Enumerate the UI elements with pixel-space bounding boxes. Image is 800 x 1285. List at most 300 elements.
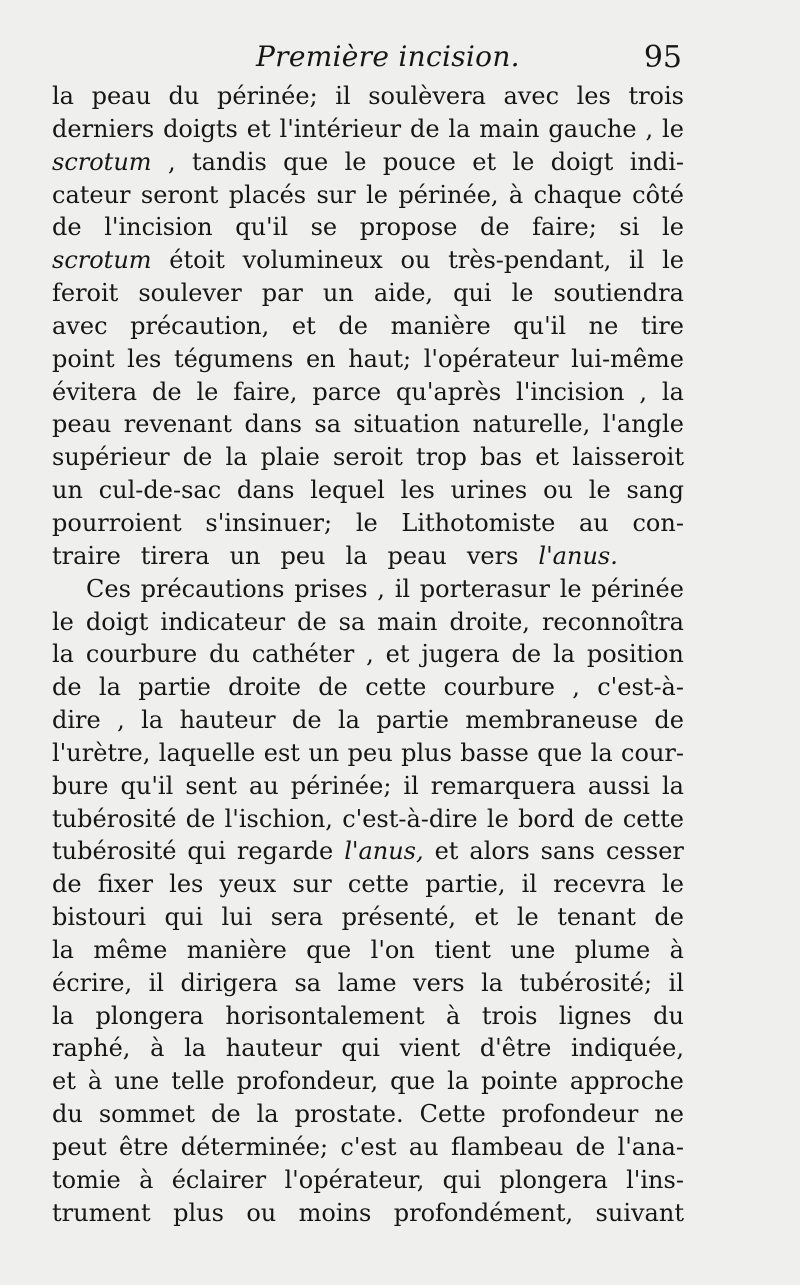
word: position	[586, 640, 684, 669]
word: périnée	[591, 574, 684, 603]
word: tirera	[140, 541, 210, 570]
word: d'être	[479, 1034, 552, 1063]
word: tubérosité	[52, 837, 177, 866]
word: seroit	[333, 443, 403, 472]
word: jugera	[421, 640, 500, 669]
text-line	[52, 967, 684, 1000]
word: l'on	[370, 935, 415, 964]
word: si	[619, 213, 640, 242]
word: de	[654, 706, 684, 735]
word: sera	[270, 903, 324, 932]
word: périnée;	[290, 771, 392, 800]
word: faire;	[532, 213, 597, 242]
word: lui-même	[571, 344, 684, 373]
word: la	[552, 640, 575, 669]
word: plume	[574, 935, 651, 964]
word: tenant	[557, 903, 636, 932]
word: du	[209, 640, 240, 669]
word: le	[52, 607, 74, 636]
text-line	[52, 770, 684, 803]
word: approche	[569, 1067, 684, 1096]
text-line	[52, 408, 684, 441]
word: périnée;	[216, 82, 318, 110]
word: bure	[52, 771, 109, 800]
word: un	[308, 738, 340, 767]
word: avec	[52, 311, 108, 340]
word: ,	[639, 377, 648, 406]
word: le	[196, 377, 219, 406]
word: et	[535, 443, 560, 472]
word: cette	[622, 804, 684, 833]
page-number: 95	[643, 40, 682, 75]
word: dans	[244, 410, 302, 439]
word: courbure	[85, 640, 198, 669]
word: main	[479, 114, 540, 143]
word: profondément,	[393, 1198, 574, 1227]
text-line	[52, 310, 684, 343]
text-line	[52, 1164, 684, 1197]
word: c'est-à-	[597, 673, 684, 702]
word: remarquera	[430, 771, 576, 800]
word: con-	[632, 508, 684, 537]
word: la	[184, 1034, 207, 1063]
word: et	[246, 114, 271, 143]
word: l'intérieur	[279, 114, 402, 143]
word: indi-	[629, 147, 684, 176]
word: supérieur	[52, 443, 170, 472]
word: il	[521, 870, 538, 899]
word: cul-de-sac	[98, 476, 222, 505]
text-line	[52, 179, 684, 212]
word: porterasur	[419, 574, 550, 603]
word: à	[150, 1034, 165, 1063]
text-line	[52, 277, 684, 310]
word: plaie	[260, 443, 320, 472]
word: urines	[450, 476, 528, 505]
word: moins	[298, 1198, 372, 1227]
word: cette	[347, 870, 410, 899]
word: l'ins-	[626, 1165, 684, 1194]
word: la	[256, 1100, 279, 1129]
word: doigt	[550, 147, 614, 176]
word: plongera	[499, 1165, 608, 1194]
word: prises	[294, 574, 368, 603]
word: cesser	[605, 837, 684, 866]
word: évitera	[52, 377, 138, 406]
word: par	[261, 279, 303, 308]
word: que	[306, 935, 352, 964]
word: ,	[117, 706, 125, 735]
word: partie	[138, 673, 211, 702]
word: de	[654, 903, 684, 932]
word: le	[516, 903, 539, 932]
word: la	[98, 673, 121, 702]
word: du	[52, 1100, 83, 1129]
word: l'opérateur,	[284, 1165, 425, 1194]
word: plongera	[95, 1001, 204, 1030]
word: tandis	[192, 147, 267, 176]
word: bord	[518, 804, 575, 833]
word: basse	[460, 738, 529, 767]
word: lignes	[558, 1001, 632, 1030]
word: les	[127, 344, 162, 373]
text-line	[52, 737, 684, 770]
word: très-pendant,	[448, 246, 612, 275]
word: laquelle	[158, 738, 256, 767]
word: c'est	[340, 1133, 397, 1161]
word: doigts	[163, 114, 238, 143]
word: dirigera	[180, 968, 278, 997]
word: tient	[434, 935, 491, 964]
text-line	[52, 211, 684, 244]
word: lame	[337, 968, 397, 997]
word: pourroient	[52, 508, 182, 537]
word: volumineux	[242, 246, 383, 275]
word: la	[225, 443, 248, 472]
word: gauche	[548, 114, 637, 143]
word: de	[52, 673, 82, 702]
word: regarde	[236, 837, 334, 866]
word: qu'il	[235, 213, 288, 242]
word: courbure	[443, 673, 555, 702]
word: qui	[164, 903, 204, 932]
word: se	[310, 213, 338, 242]
word: telle	[171, 1067, 225, 1096]
word: au	[248, 771, 279, 800]
word: laisseroit	[572, 443, 684, 472]
word: un	[229, 541, 261, 570]
word: avec	[503, 82, 560, 110]
word: les	[400, 476, 435, 505]
word: de	[211, 1100, 241, 1129]
text-line	[52, 1098, 684, 1131]
word: de	[338, 311, 368, 340]
word: hauteur	[225, 1034, 322, 1063]
word: peut	[52, 1133, 107, 1161]
text-line	[52, 244, 684, 277]
word: trois	[628, 82, 684, 110]
word: flambeau	[450, 1133, 564, 1161]
word: au	[579, 508, 609, 537]
text-line	[52, 606, 684, 639]
word: ne	[588, 311, 619, 340]
word: il	[629, 246, 645, 275]
word: manière	[186, 935, 287, 964]
word: sans	[540, 837, 595, 866]
text-line	[52, 1065, 684, 1098]
word: tubérosité;	[519, 968, 653, 997]
text-line	[52, 343, 684, 376]
word: la	[661, 771, 684, 800]
word: le	[662, 870, 684, 899]
word: hauteur	[179, 706, 276, 735]
word: plus	[401, 738, 452, 767]
word: profondeur	[501, 1100, 639, 1129]
word: dire	[52, 706, 101, 735]
text-line	[52, 146, 684, 179]
word: à	[139, 1165, 154, 1194]
word: de	[511, 640, 542, 669]
word: de	[291, 706, 322, 735]
word: de	[575, 1133, 606, 1161]
text-line	[52, 868, 684, 901]
word: de	[52, 870, 82, 899]
word: la	[481, 968, 504, 997]
word: de	[52, 213, 82, 242]
word: le	[588, 476, 611, 505]
word: bas	[480, 443, 523, 472]
word: parce	[312, 377, 382, 406]
word: et	[52, 1067, 76, 1096]
word: propose	[359, 213, 458, 242]
word: aide,	[373, 279, 434, 308]
word: de	[297, 607, 327, 636]
word: main	[377, 607, 438, 636]
text-line	[52, 671, 684, 704]
word: sur	[316, 180, 356, 209]
word: tégumens	[173, 344, 294, 373]
word: de	[182, 443, 213, 472]
word: membraneuse	[465, 706, 638, 735]
word: traire	[52, 541, 121, 570]
word: derniers	[52, 114, 155, 143]
word: est	[263, 738, 300, 767]
word: cateur	[52, 180, 131, 209]
word: au	[408, 1133, 439, 1161]
word: à	[87, 1067, 103, 1096]
word: dans	[236, 476, 295, 505]
word: indicateur	[160, 607, 286, 636]
word: le	[486, 804, 509, 833]
word: soulever	[138, 279, 242, 308]
word: la	[52, 935, 74, 964]
word: peu	[280, 541, 326, 570]
word: peau	[91, 82, 151, 110]
word: le	[662, 246, 684, 275]
word: et	[434, 837, 459, 866]
word: l'urètre,	[52, 738, 151, 767]
text-line	[52, 113, 684, 146]
word: qu'après	[396, 377, 502, 406]
word: partie	[376, 706, 450, 735]
word: le	[662, 213, 684, 242]
word: la	[448, 114, 471, 143]
word: le	[355, 508, 378, 537]
text-line	[52, 1032, 684, 1065]
word: présenté,	[341, 903, 457, 932]
word: en	[305, 344, 336, 373]
word: droite,	[449, 607, 530, 636]
text-line	[52, 803, 684, 836]
word: l'incision	[516, 377, 625, 406]
word: et	[474, 903, 499, 932]
word: déterminée;	[180, 1133, 329, 1161]
word: soutiendra	[553, 279, 684, 308]
text-line	[52, 507, 684, 540]
word: tire	[640, 311, 684, 340]
word: précautions	[140, 574, 285, 603]
word: il	[148, 968, 164, 997]
word: yeux	[219, 870, 277, 899]
text-line	[52, 835, 684, 868]
word: la	[52, 1001, 74, 1030]
word: la	[52, 82, 74, 110]
word: il	[668, 968, 684, 997]
word: ,	[572, 673, 580, 702]
word: l'anus,	[344, 837, 424, 866]
word: trop	[415, 443, 467, 472]
word: ou	[246, 1198, 277, 1227]
word: l'anus.	[538, 541, 618, 570]
word: de	[185, 804, 216, 833]
text-line	[52, 474, 684, 507]
word: prostate.	[294, 1100, 404, 1129]
word: s'insinuer;	[205, 508, 333, 537]
word: horisontalement	[225, 1001, 425, 1030]
word: vers	[413, 968, 465, 997]
text-line	[52, 934, 684, 967]
word: le	[366, 180, 388, 209]
word: être	[118, 1133, 169, 1161]
word: peau	[52, 410, 112, 439]
text-line	[52, 901, 684, 934]
text-line	[52, 1197, 684, 1230]
word: l'opérateur	[423, 344, 559, 373]
word: sur	[292, 870, 332, 899]
body-text	[52, 80, 684, 1230]
word: qu'il	[513, 311, 567, 340]
word: la	[141, 706, 164, 735]
word: étoit	[169, 246, 225, 275]
text-line	[52, 573, 684, 606]
word: ,	[167, 147, 176, 176]
word: et	[291, 311, 316, 340]
word: que	[390, 1067, 436, 1096]
word: l'ischion,	[224, 804, 333, 833]
word: tomie	[52, 1165, 121, 1194]
word: une	[114, 1067, 160, 1096]
word: c'est-à-dire	[342, 804, 478, 833]
text-line	[52, 80, 684, 113]
word: qu'il	[120, 771, 174, 800]
word: haut;	[348, 344, 412, 373]
word: doigt	[85, 607, 149, 636]
word: sang	[626, 476, 684, 505]
word: à	[669, 935, 684, 964]
word: que	[283, 147, 329, 176]
word: raphé,	[52, 1034, 131, 1063]
word: vient	[399, 1034, 461, 1063]
word: feroit	[52, 279, 119, 308]
word: et	[472, 147, 497, 176]
word: les	[576, 82, 611, 110]
word: profondeur,	[236, 1067, 379, 1096]
word: un	[322, 279, 354, 308]
word: que	[537, 738, 583, 767]
word: de	[409, 114, 440, 143]
word: il	[394, 574, 411, 603]
word: une	[510, 935, 556, 964]
word: la	[661, 377, 684, 406]
word: ou	[543, 476, 573, 505]
word: cette	[365, 673, 427, 702]
page-header	[50, 40, 690, 80]
word: de	[479, 213, 510, 242]
text-line	[52, 376, 684, 409]
text-line	[52, 1131, 684, 1164]
word: indiquée,	[570, 1034, 684, 1063]
word: sent	[185, 771, 237, 800]
word: de	[318, 673, 348, 702]
word: le	[662, 114, 684, 143]
word: ,	[377, 574, 385, 603]
text-line	[52, 1000, 684, 1033]
word: tubérosité	[52, 804, 177, 833]
word: côté	[632, 180, 684, 209]
word: Lithotomiste	[401, 508, 556, 537]
word: à	[446, 1001, 461, 1030]
word: cathéter	[251, 640, 355, 669]
word: Cette	[419, 1100, 486, 1129]
word: cour-	[621, 738, 684, 767]
word: écrire,	[52, 968, 133, 997]
word: le	[344, 147, 367, 176]
word: le	[559, 574, 582, 603]
word: soulèvera	[368, 82, 486, 110]
text-line	[52, 540, 684, 573]
word: éclairer	[171, 1165, 267, 1194]
word: l'ana-	[617, 1133, 684, 1161]
word: sa	[294, 968, 322, 997]
word: alors	[469, 837, 530, 866]
word: il	[335, 82, 351, 110]
word: périnée,	[398, 180, 499, 209]
word: même	[93, 935, 168, 964]
word: de	[151, 377, 182, 406]
word: suivant	[595, 1198, 684, 1227]
word: seront	[140, 180, 219, 209]
word: à	[508, 180, 524, 209]
word: chaque	[533, 180, 622, 209]
word: la	[447, 1067, 470, 1096]
text-line	[52, 704, 684, 737]
word: droite	[228, 673, 301, 702]
word: point	[52, 344, 115, 373]
text-line	[52, 441, 684, 474]
word: qui	[341, 1034, 380, 1063]
word: fixer	[97, 870, 153, 899]
word: peu	[347, 738, 393, 767]
word: manière	[390, 311, 491, 340]
word: ne	[654, 1100, 684, 1129]
word: trois	[481, 1001, 538, 1030]
word: recevra	[553, 870, 646, 899]
word: naturelle,	[472, 410, 591, 439]
word: le	[512, 147, 535, 176]
word: précaution,	[130, 311, 270, 340]
word: scrotum	[52, 147, 152, 176]
word: ,	[645, 114, 654, 143]
word: Ces	[86, 574, 131, 603]
word: bistouri	[52, 903, 147, 932]
word: revenant	[123, 410, 233, 439]
word: le	[511, 279, 534, 308]
word: les	[169, 870, 204, 899]
word: du	[653, 1001, 684, 1030]
word: reconnoîtra	[541, 607, 684, 636]
word: pouce	[382, 147, 456, 176]
word: scrotum	[52, 246, 152, 275]
